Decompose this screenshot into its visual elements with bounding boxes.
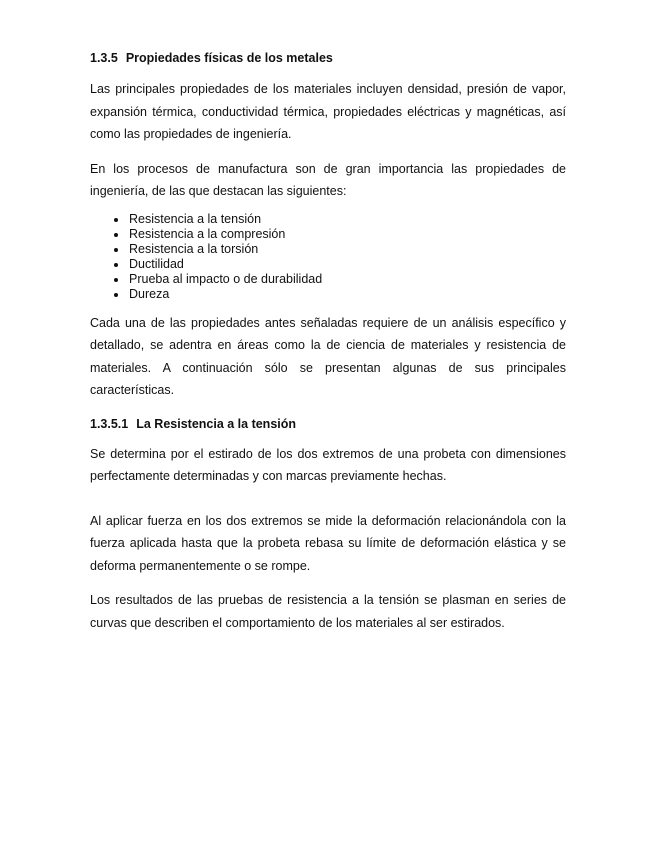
- results-paragraph: Los resultados de las pruebas de resistencia a la tensión se plasman en series de curvas que describen el comportamiento de los materiales al ser estirados.: [90, 593, 566, 630]
- bullet-icon: [114, 278, 118, 282]
- determination-paragraph: Se determina por el estirado de los dos extremos de una probeta con dimensiones perfectamente determinadas y con marcas previamente hechas.: [90, 446, 566, 483]
- intro-paragraph: Las principales propiedades de los materiales incluyen densidad, presión de vapor, expansión térmica, conductividad térmica, propiedades eléctricas y magnéticas, así como las propiedades de ingeniería.: [90, 82, 566, 141]
- list-item: [114, 287, 566, 302]
- bullet-icon: [114, 263, 118, 267]
- subsection-number: 1.3.5.1: [90, 416, 129, 431]
- document-page: [90, 48, 566, 646]
- properties-list: [90, 212, 566, 302]
- list-item: [114, 257, 566, 272]
- bullet-icon: [114, 218, 118, 222]
- analysis-paragraph: Cada una de las propiedades antes señaladas requiere de un análisis específico y detallado, se adentra en áreas como la de ciencia de materiales y resistencia de materiales. A continuación sólo se presentan algunas de sus principales características.: [90, 315, 566, 397]
- list-item: [114, 212, 566, 227]
- list-item: [114, 242, 566, 257]
- subsection-title: La Resistencia a la tensión: [136, 416, 297, 431]
- list-item-text: Resistencia a la compresión: [129, 226, 286, 241]
- section-heading: [90, 48, 566, 68]
- list-item: [114, 272, 566, 287]
- list-item-text: Ductilidad: [129, 256, 184, 271]
- subsection-heading: [90, 414, 566, 434]
- bullet-icon: [114, 293, 118, 297]
- force-paragraph: Al aplicar fuerza en los dos extremos se mide la deformación relacionándola con la fuerza aplicada hasta que la probeta rebasa su límite de deformación elástica y se deforma permanentemente o se rompe.: [90, 513, 566, 573]
- section-title: Propiedades físicas de los metales: [125, 51, 333, 65]
- manufacturing-paragraph: En los procesos de manufactura son de gran importancia las propiedades de ingeniería, de las que destacan las siguientes:: [90, 161, 566, 198]
- list-item-text: Prueba al impacto o de durabilidad: [129, 271, 323, 286]
- list-item-text: Resistencia a la torsión: [129, 241, 259, 256]
- section-number: 1.3.5: [90, 51, 118, 65]
- list-item: [114, 227, 566, 242]
- list-item-text: Dureza: [129, 286, 170, 301]
- bullet-icon: [114, 248, 118, 252]
- bullet-icon: [114, 233, 118, 237]
- list-item-text: Resistencia a la tensión: [129, 211, 262, 226]
